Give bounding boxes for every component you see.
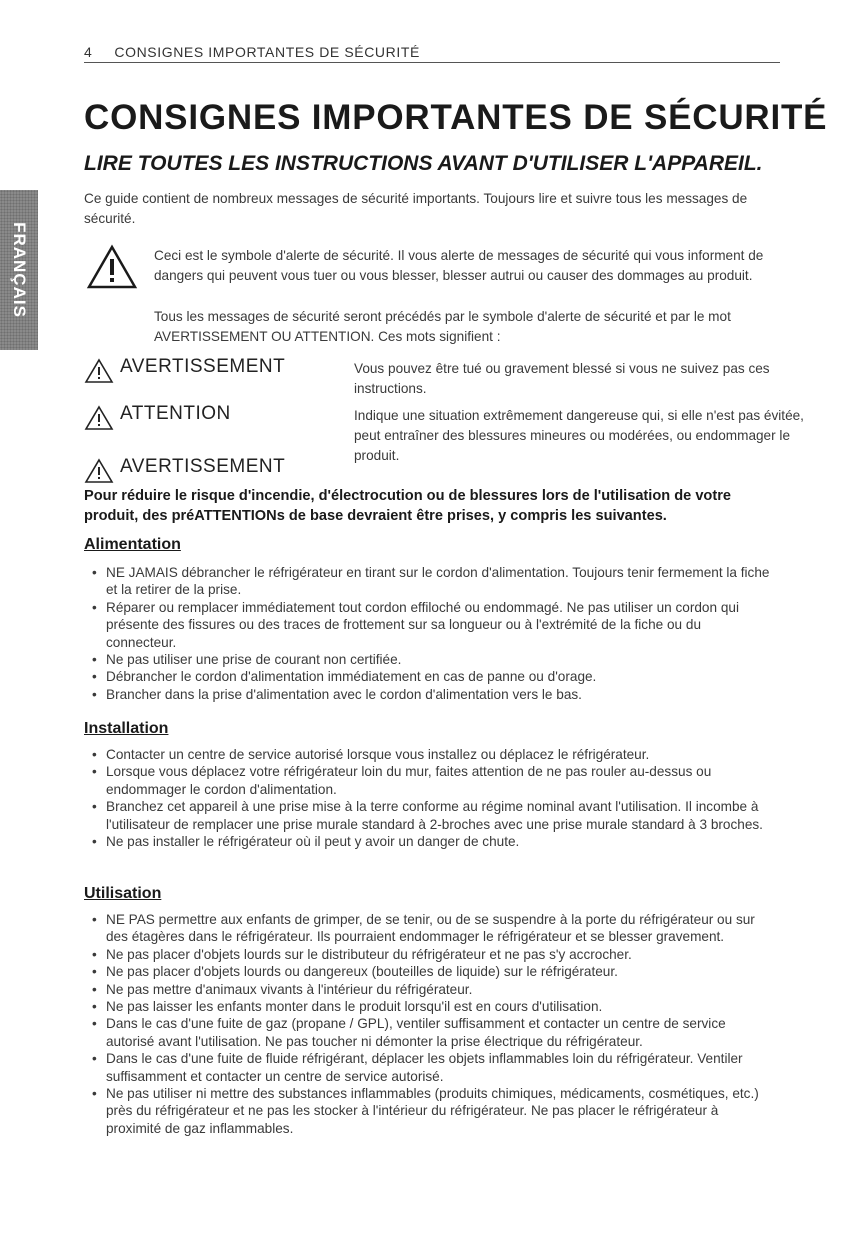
list-item: • Ne pas utiliser une prise de courant non certifiée. [92,651,772,668]
list-item: • Lorsque vous déplacez votre réfrigérateur loin du mur, faites attention de ne pas rouler au-dessus ou endommager le cordon d'alimentation. [92,763,772,798]
installation-list [92,746,772,850]
list-item: • Brancher dans la prise d'alimentation avec le cordon d'alimentation vers le bas. [92,686,772,703]
list-item: • Ne pas placer d'objets lourds sur le distributeur du réfrigérateur et ne pas s'y accrocher. [92,946,772,963]
section-heading-installation: Installation [84,720,169,737]
intro-paragraph: Ce guide contient de nombreux messages de sécurité importants. Toujours lire et suivre tous les messages de sécurité. [84,191,748,226]
warning-heading-word: AVERTISSEMENT [120,456,286,477]
list-item: • Ne pas utiliser ni mettre des substances inflammables (produits chimiques, médicaments, cosmétiques, etc.) près du réfrigérateur et ne pas les stocker à l'intérieur du réfrigérateur. Ne pas placer le réfrigérateur à proximité de gaz inflammables. [92,1085,772,1137]
caution-alert-icon [84,405,114,431]
page-title: CONSIGNES IMPORTANTES DE SÉCURITÉ [84,98,828,137]
language-side-tab [0,190,38,350]
utilisation-list [92,911,772,1137]
list-item: • Dans le cas d'une fuite de fluide réfrigérant, déplacer les objets inflammables loin du réfrigérateur. Ventiler suffisamment et contacter un centre de service autorisé. [92,1050,772,1085]
symbol-description: Ceci est le symbole d'alerte de sécurité. Il vous alerte de messages de sécurité qui vous informent de dangers qui peuvent vous tuer ou vous blesser, blesser autrui ou causer des dommages au produit. [154,248,764,283]
language-tab-label: FRANÇAIS [10,222,29,318]
list-item: • NE PAS permettre aux enfants de grimper, de se tenir, ou de se suspendre à la porte du réfrigérateur ou sur des étagères dans le réfrigérateur. Ils pourraient endommager le réfrigérateur et se blesser gravement. [92,911,772,946]
list-item: • Débrancher le cordon d'alimentation immédiatement en cas de panne ou d'orage. [92,668,772,685]
list-item: • Contacter un centre de service autorisé lorsque vous installez ou déplacez le réfrigérateur. [92,746,772,763]
section-heading-alimentation: Alimentation [84,536,181,553]
warning-signal-word: AVERTISSEMENT [120,356,286,377]
signal-words-description: Tous les messages de sécurité seront précédés par le symbole d'alerte de sécurité et par le mot AVERTISSEMENT OU ATTENTION. Ces mots signifient : [154,309,731,344]
running-header [84,44,780,63]
list-item: • Dans le cas d'une fuite de gaz (propane / GPL), ventiler suffisamment et contacter un centre de service autorisé avant l'utilisation. Ne pas toucher ni démonter la prise électrique du réfrigérateur. [92,1015,772,1050]
list-item: • Ne pas mettre d'animaux vivants à l'intérieur du réfrigérateur. [92,981,772,998]
warning-heading-alert-icon [84,458,114,484]
list-item: • Ne pas placer d'objets lourds ou dangereux (bouteilles de liquide) sur le réfrigérateur. [92,963,772,980]
page-subtitle: LIRE TOUTES LES INSTRUCTIONS AVANT D'UTILISER L'APPAREIL. [84,152,763,175]
running-title: CONSIGNES IMPORTANTES DE SÉCURITÉ [114,44,420,60]
safety-alert-icon [86,244,138,290]
section-heading-utilisation: Utilisation [84,885,162,902]
list-item: • Ne pas installer le réfrigérateur où il peut y avoir un danger de chute. [92,833,772,850]
alimentation-list [92,564,772,703]
warning-definition [84,358,804,398]
list-item: • Réparer ou remplacer immédiatement tout cordon effiloché ou endommagé. Ne pas utiliser un cordon qui présente des fissures ou des traces de frottement sur sa longueur ou à l'extrémité de la fiche ou du connecteur. [92,599,772,651]
warning-signal-description: Vous pouvez être tué ou gravement blessé si vous ne suivez pas ces instructions. [354,361,770,396]
caution-signal-description: Indique une situation extrêmement dangereuse qui, si elle n'est pas évitée, peut entraîner des blessures mineures ou modérées, ou endommager le produit. [354,408,804,463]
list-item: • Branchez cet appareil à une prise mise à la terre conforme au régime nominal avant l'utilisation. Il incombe à l'utilisateur de remplacer une prise murale standard à 2-broches avec une prise murale standard à 3 broches. [92,798,772,833]
warning-heading [84,458,804,484]
page-number: 4 [84,44,93,60]
caution-definition [84,403,804,463]
list-item: • NE JAMAIS débrancher le réfrigérateur en tirant sur le cordon d'alimentation. Toujours tenir fermement la fiche et la retirer de la prise. [92,564,772,599]
precautions-intro: Pour réduire le risque d'incendie, d'électrocution ou de blessures lors de l'utilisation de votre produit, des préATTENTIONs de base devraient être prises, y compris les suivantes. [84,488,732,524]
list-item: • Ne pas laisser les enfants monter dans le produit lorsqu'il est en cours d'utilisation. [92,998,772,1015]
warning-alert-icon [84,358,114,384]
caution-signal-word: ATTENTION [120,403,231,424]
